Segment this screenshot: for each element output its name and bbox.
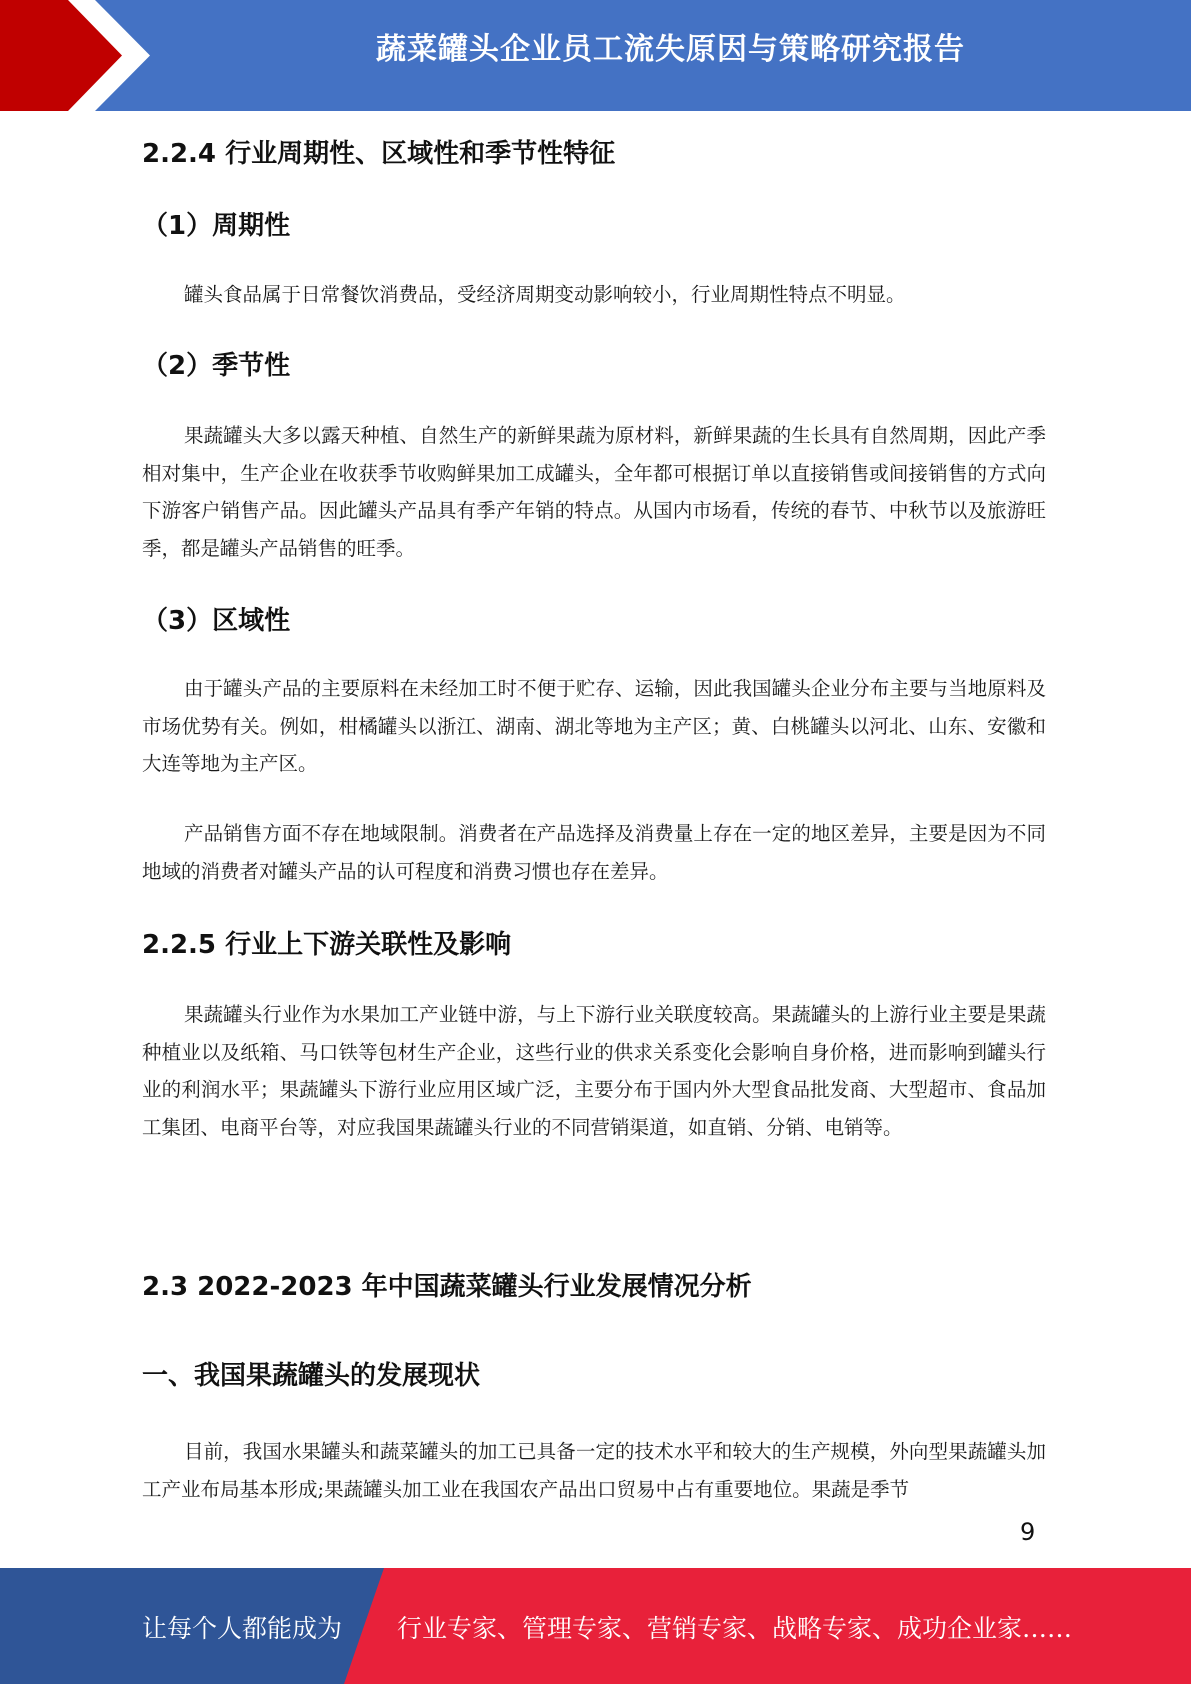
paragraph-cyclical: 罐头食品属于日常餐饮消费品，受经济周期变动影响较小，行业周期性特点不明显。 <box>184 283 906 306</box>
section-heading-status: 一、我国果蔬罐头的发展现状 <box>142 1361 481 1391</box>
paragraph-regional-2: 产品销售方面不存在地域限制。消费者在产品选择及消费量上存在一定的地区差异，主要是因为不同地域的消费者对罐头产品的认可程度和消费习惯也存在差异。 <box>142 822 1046 883</box>
paragraph-status: 目前，我国水果罐头和蔬菜罐头的加工已具备一定的技术水平和较大的生产规模，外向型果蔬罐头加工产业布局基本形成;果蔬罐头加工业在我国农产品出口贸易中占有重要地位。果蔬是季节 <box>142 1440 1046 1501</box>
header-arrow-decoration <box>0 0 150 111</box>
paragraph-upstream-downstream: 果蔬罐头行业作为水果加工产业链中游，与上下游行业关联度较高。果蔬罐头的上游行业主要是果蔬种植业以及纸箱、马口铁等包材生产企业，这些行业的供求关系变化会影响自身价格，进而影响到罐头行业的利润水平；果蔬罐头下游行业应用区域广泛，主要分布于国内外大型食品批发商、大型超市、食品加工集团、电商平台等，对应我国果蔬罐头行业的不同营销渠道，如直销、分销、电销等。 <box>142 1003 1046 1139</box>
page-header <box>0 0 1191 111</box>
subheading-seasonal: （2）季节性 <box>142 351 291 381</box>
footer-slogan-right: 行业专家、管理专家、营销专家、战略专家、成功企业家…… <box>397 1614 1073 1643</box>
report-title: 蔬菜罐头企业员工流失原因与策略研究报告 <box>376 32 965 67</box>
paragraph-seasonal: 果蔬罐头大多以露天种植、自然生产的新鲜果蔬为原材料，新鲜果蔬的生长具有自然周期，因此产季相对集中，生产企业在收获季节收购鲜果加工成罐头，全年都可根据订单以直接销售或间接销售的方式向下游客户销售产品。因此罐头产品具有季产年销的特点。从国内市场看，传统的春节、中秋节以及旅游旺季，都是罐头产品销售的旺季。 <box>142 424 1046 560</box>
section-heading-2-2-4: 2.2.4 行业周期性、区域性和季节性特征 <box>142 139 616 169</box>
page-number: 9 <box>1020 1518 1036 1546</box>
section-heading-2-3: 2.3 2022-2023 年中国蔬菜罐头行业发展情况分析 <box>142 1272 752 1302</box>
subheading-regional: （3）区域性 <box>142 606 291 636</box>
paragraph-regional-1: 由于罐头产品的主要原料在未经加工时不便于贮存、运输，因此我国罐头企业分布主要与当地原料及市场优势有关。例如，柑橘罐头以浙江、湖南、湖北等地为主产区；黄、白桃罐头以河北、山东、安徽和大连等地为主产区。 <box>142 677 1046 775</box>
subheading-cyclical: （1）周期性 <box>142 211 291 241</box>
footer-slogan-left: 让每个人都能成为 <box>142 1614 343 1643</box>
section-heading-2-2-5: 2.2.5 行业上下游关联性及影响 <box>142 930 512 960</box>
page-footer <box>0 1568 1191 1684</box>
